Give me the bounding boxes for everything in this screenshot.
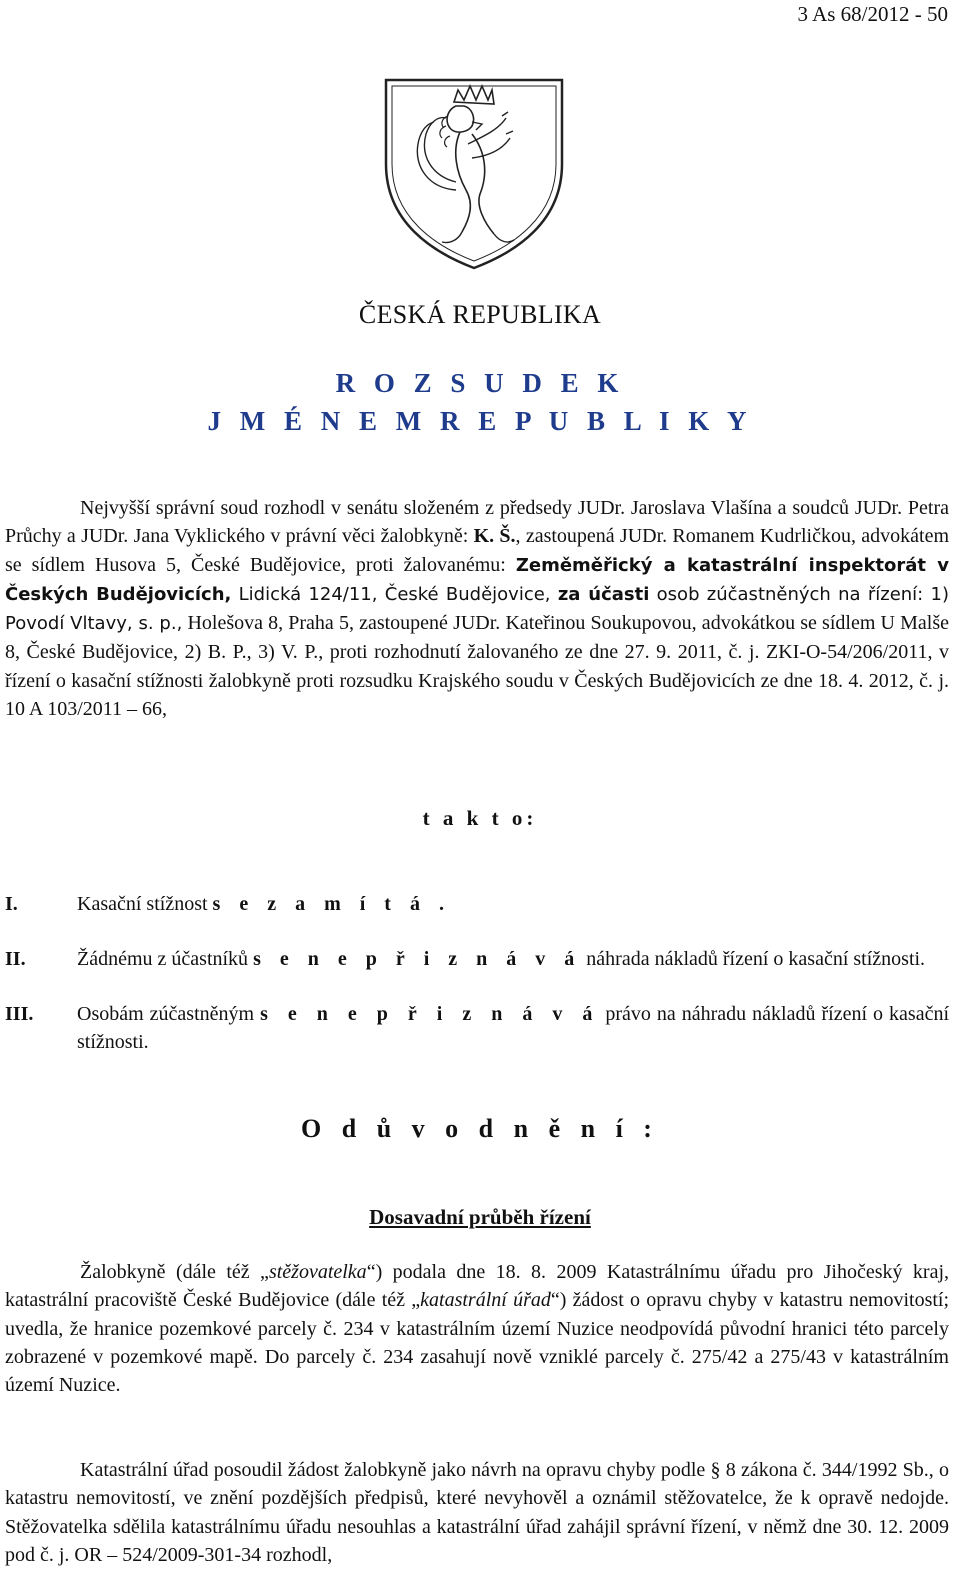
participants-label: za účasti — [557, 583, 650, 605]
country-heading: ČESKÁ REPUBLIKA — [358, 300, 602, 329]
intro-text-1: Nejvyšší správní soud rozhodl v senátu složeném z předsedy JUDr. Jaroslava Vlašína a soudců JUDr. Petra Průchy a JUDr. Jana Vyklického v právní věci žalobkyně: — [5, 497, 949, 548]
ruling-pre: Žádnému z účastníků — [77, 948, 254, 970]
paragraph-text: “) podala dne 18. 8. 2009 Katastrálnímu úřadu pro Jihočeský kraj, katastrální pracoviště České Budějovice (dále též „ — [5, 1261, 950, 1312]
intro-text-5: Holešova 8, Praha 5, zastoupené JUDr. Kateřinou Soukupovou, advokátkou se sídlem U Malše 8, České Budějovice, 2) B. P., 3) V. P., proti rozhodnutí žalovaného ze dne 27. 9. 2011, č. j. ZKI-O-54/206/2011, v řízení o kasační stížnosti žalobkyně proti rozsudku Krajského soudu v Českých Budějovicích ze dne 18. 4. 2012, č. j. 10 A 103/2011 – 66, — [5, 612, 949, 721]
ruling-verdict: s e n e p ř i z n á v á — [253, 948, 582, 970]
paragraph-text: Žalobkyně (dále též „ — [80, 1261, 269, 1283]
ruling-number: II. — [5, 948, 26, 970]
intro-text-3: Lidická 124/11, České Budějovice, — [231, 583, 558, 605]
defined-term: katastrální úřad — [420, 1289, 551, 1312]
section-title: Dosavadní průběh řízení — [369, 1205, 591, 1229]
body-paragraph — [5, 1456, 949, 1569]
ruling-text — [77, 1000, 949, 1057]
decision-label: t a k t o: — [422, 806, 538, 830]
ruling-text — [77, 945, 949, 973]
verdict-subtitle: J M É N E M R E P U B L I K Y — [207, 406, 753, 436]
ruling-pre: Kasační stížnost — [77, 893, 213, 915]
intro-text-4: osob zúčastněných na řízení: 1) Povodí Vltavy, s. p., — [5, 583, 949, 635]
intro-text-2: , zastoupená JUDr. Romanem Kudrličkou, advokátem se sídlem Husova 5, České Budějovice, proti žalovanému: — [5, 525, 949, 576]
reasoning-title: O d ů v o d n ě n í : — [301, 1114, 659, 1143]
ruling-verdict: s e n e p ř i z n á v á — [260, 1003, 600, 1025]
coat-of-arms-emblem — [376, 72, 572, 272]
defined-term: stěžovatelka — [268, 1261, 367, 1283]
ruling-number: I. — [5, 893, 18, 915]
body-paragraph — [5, 1258, 949, 1399]
plaintiff-name: K. Š. — [473, 525, 516, 548]
case-reference: 3 As 68/2012 - 50 — [797, 2, 948, 26]
ruling-number: III. — [5, 1003, 34, 1025]
ruling-post: náhrada nákladů řízení o kasační stížnosti. — [581, 948, 926, 970]
ruling-verdict: s e z a m í t á . — [212, 893, 451, 915]
verdict-title: R O Z S U D E K — [335, 368, 625, 398]
ruling-post: právo na náhradu nákladů řízení o kasační stížnosti. — [77, 1003, 950, 1054]
paragraph-text: “) žádost o opravu chyby v katastru nemovitostí; uvedla, že hranice pozemkové parcely č. 234 v katastrálním území Nuzice neodpovídá původní hranici této parcely zobrazené v pozemkové mapě. Do parcely č. 234 zasahují nově vzniklé parcely č. 275/42 a 275/43 v katastrálním území Nuzice. — [5, 1289, 950, 1397]
ruling-pre: Osobám zúčastněným — [77, 1003, 261, 1025]
paragraph-text: Katastrální úřad posoudil žádost žalobkyně jako návrh na opravu chyby podle § 8 zákona č. 344/1992 Sb., o katastru nemovitostí, ve znění pozdějších předpisů, které nevyhověl a oznámil stěžovatelce, že k opravě nedojde. Stěžovatelka sdělila katastrálnímu úřadu nesouhlas a katastrální úřad zahájil správní řízení, v němž dne 30. 12. 2009 pod č. j. OR – 524/2009-301-34 rozhodl, — [5, 1459, 949, 1566]
defendant-name: Zeměměřický a katastrální inspektorát v Českých Budějovicích, — [5, 554, 949, 605]
intro-paragraph — [5, 494, 949, 723]
ruling-text — [77, 890, 949, 918]
